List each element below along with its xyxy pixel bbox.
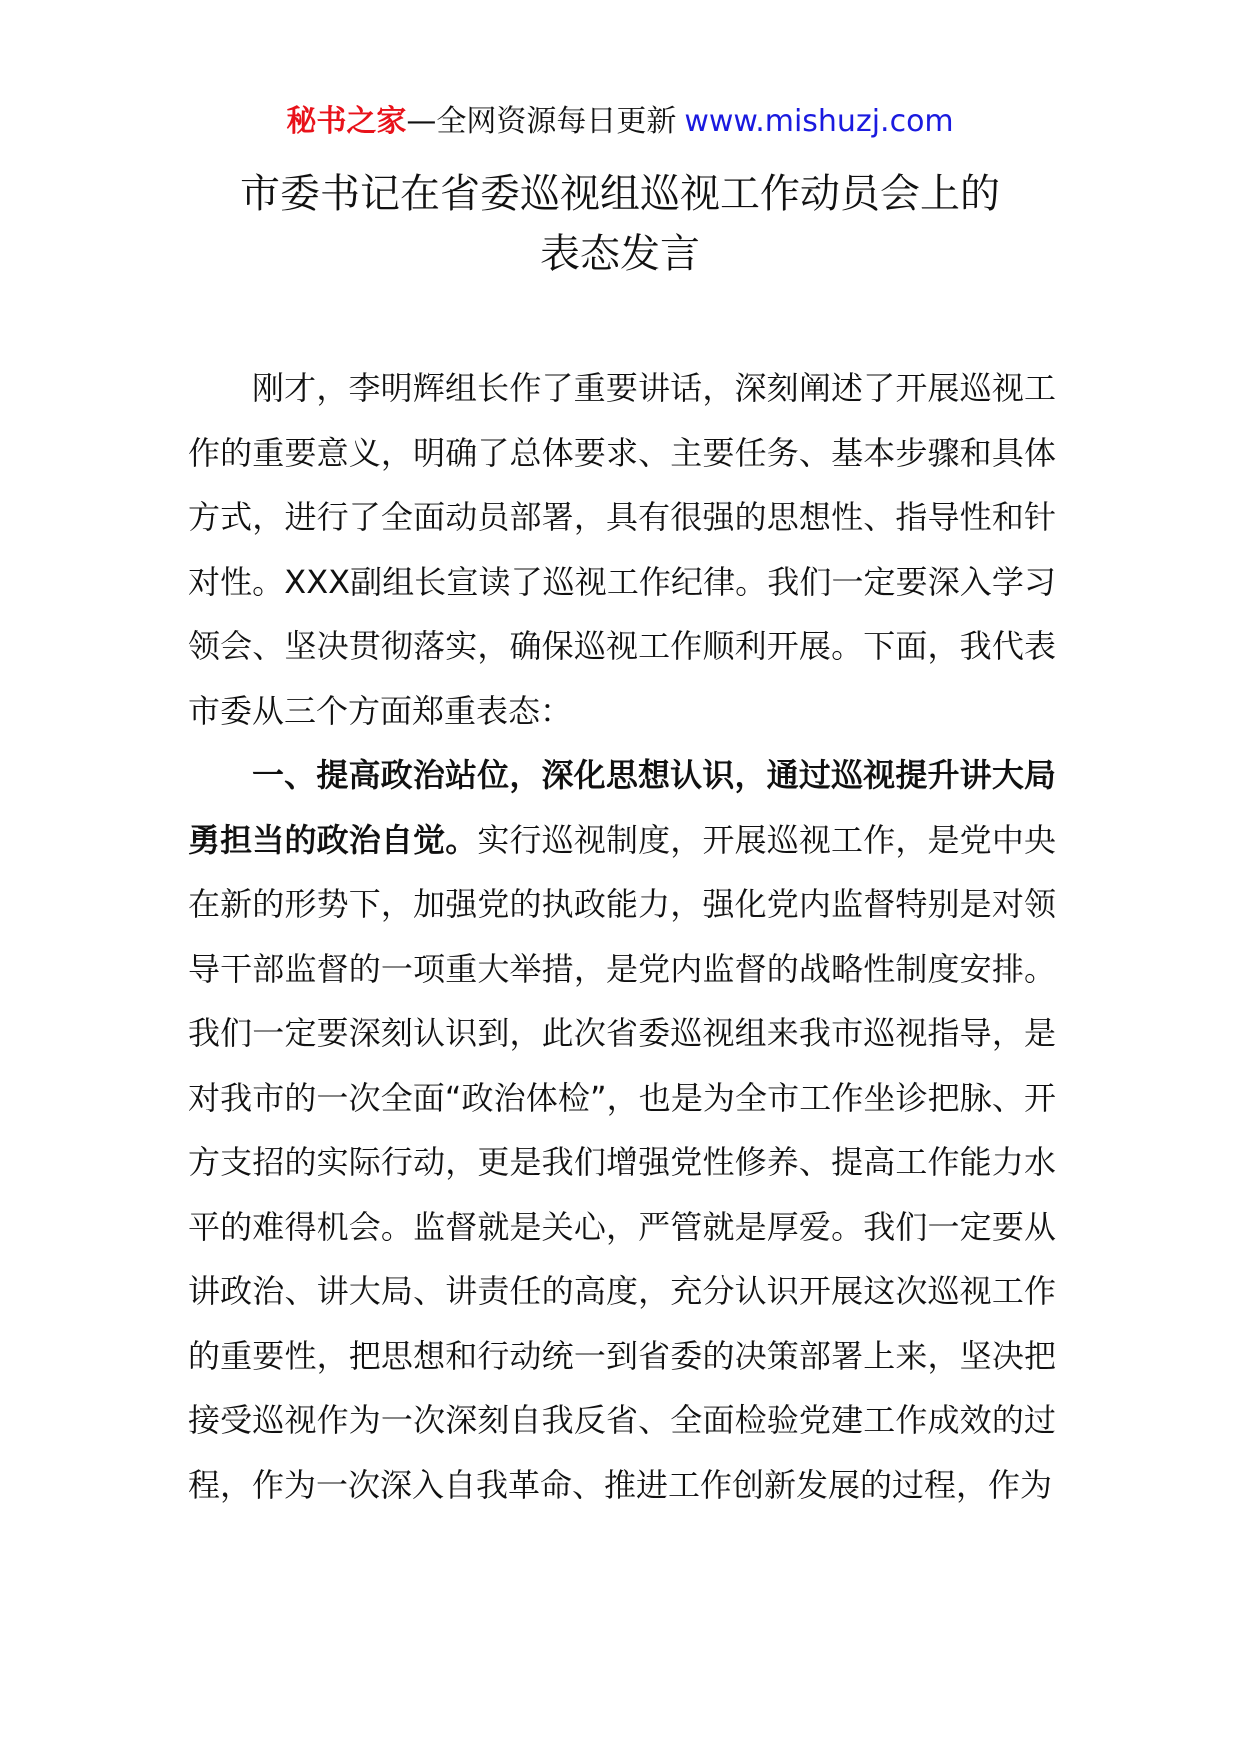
site-url-link[interactable]: www.mishuzj.com (684, 104, 954, 139)
site-tagline: —全网资源每日更新 (406, 104, 677, 139)
site-brand: 秘书之家 (286, 104, 407, 139)
title-line-1: 市委书记在省委巡视组巡视工作动员会上的 (240, 171, 1000, 217)
paragraph-intro: 刚才，李明辉组长作了重要讲话，深刻阐述了开展巡视工作的重要意义，明确了总体要求、主要任务、基本步骤和具体方式，进行了全面动员部署，具有很强的思想性、指导性和针对性。XXX副组长宣读了巡视工作纪律。我们一定要深入学习领会、坚决贯彻落实，确保巡视工作顺利开展。下面，我代表市委从三个方面郑重表态： (188, 369, 1056, 730)
site-header (0, 100, 1240, 144)
document-body (188, 356, 1056, 1517)
section-1-heading: 一、提高政治站位，深化思想认识，通过巡视提升讲大局勇担当的政治自觉。 (188, 756, 1056, 859)
title-line-2: 表态发言 (540, 231, 700, 277)
section-1-text: 实行巡视制度，开展巡视工作，是党中央在新的形势下，加强党的执政能力，强化党内监督特别是对领导干部监督的一项重大举措，是党内监督的战略性制度安排。我们一定要深刻认识到，此次省委巡视组来我市巡视指导，是对我市的一次全面“政治体检”，也是为全市工作坐诊把脉、开方支招的实际行动，更是我们增强党性修养、提高工作能力水平的难得机会。监督就是关心，严管就是厚爱。我们一定要从讲政治、讲大局、讲责任的高度，充分认识开展这次巡视工作的重要性，把思想和行动统一到省委的决策部署上来，坚决把接受巡视作为一次深刻自我反省、全面检验党建工作成效的过程，作为一次深入自我革命、推进工作创新发展的过程，作为 (188, 820, 1056, 1504)
paragraph-section-1 (188, 743, 1056, 1517)
document-title (0, 164, 1240, 284)
